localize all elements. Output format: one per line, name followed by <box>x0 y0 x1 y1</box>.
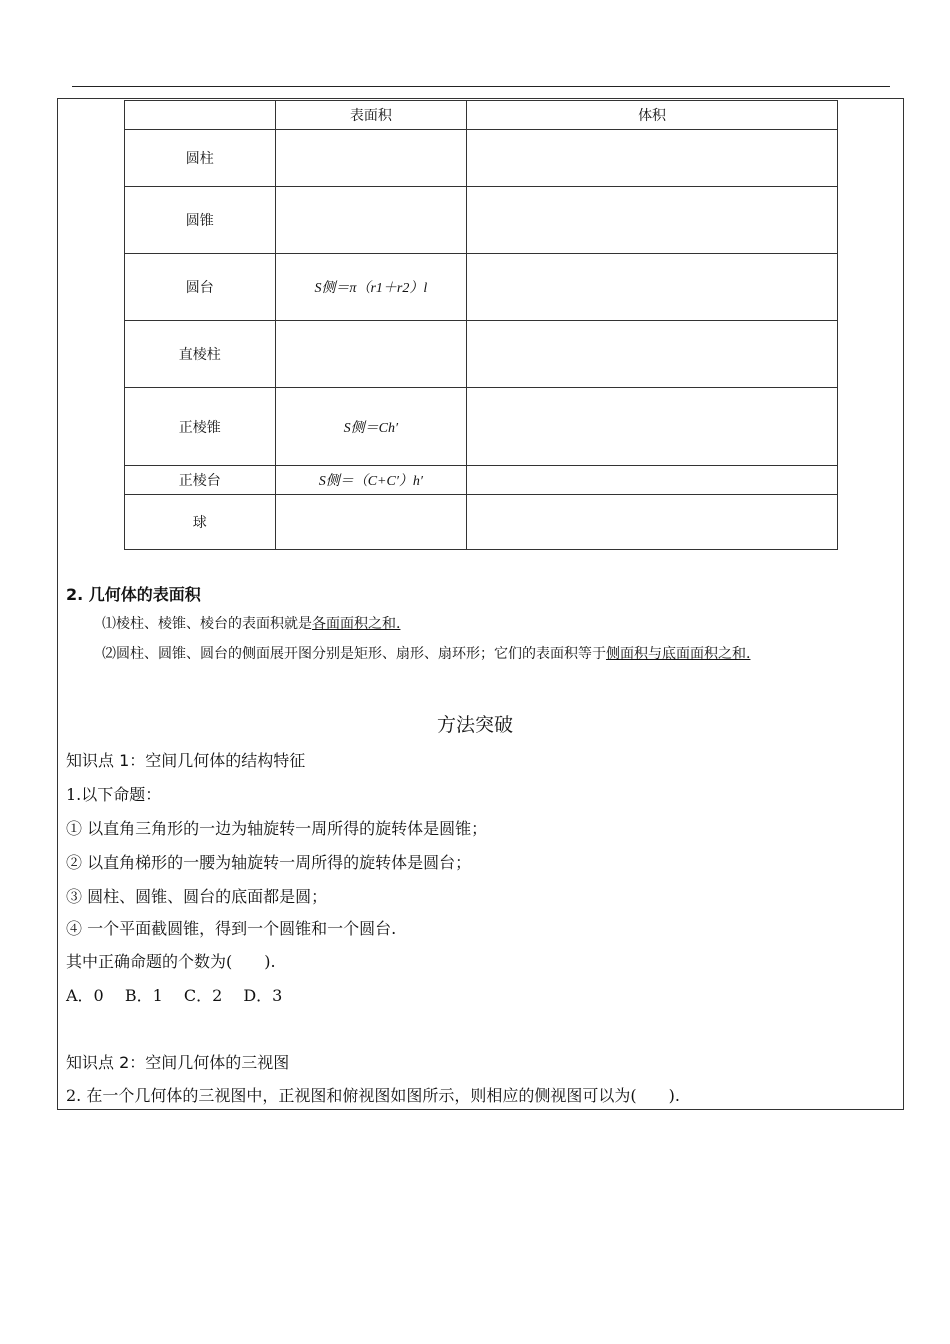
row-surface-right-prism <box>275 321 467 388</box>
row-surface-frustum: S侧＝π（r1＋r2）l <box>275 254 467 321</box>
note-item-1-text: ⑴棱柱、棱锥、棱台的表面积就是 <box>102 616 312 632</box>
row-volume-regular-frustum <box>467 466 838 495</box>
note-item-2-text: ⑵圆柱、圆锥、圆台的侧面展开图分别是矩形、扇形、扇环形；它们的表面积等于 <box>102 646 606 662</box>
formula-table <box>124 100 838 550</box>
row-volume-cone <box>467 187 838 254</box>
note-item-1-underlined: 各面面积之和. <box>312 616 401 632</box>
header-cell-empty <box>125 101 276 130</box>
row-volume-frustum <box>467 254 838 321</box>
question-1-item-3: ③ 圆柱、圆锥、圆台的底面都是圆； <box>66 887 328 906</box>
row-surface-regular-pyramid: S侧＝Ch′ <box>275 388 467 466</box>
row-surface-regular-frustum: S侧＝（C+C′）h′ <box>275 466 467 495</box>
row-volume-sphere <box>467 495 838 550</box>
row-surface-cylinder <box>275 130 467 187</box>
table-header-row <box>125 101 838 130</box>
row-name-cone: 圆锥 <box>125 187 276 254</box>
row-name-regular-pyramid: 正棱锥 <box>125 388 276 466</box>
table-row <box>125 187 838 254</box>
row-surface-sphere <box>275 495 467 550</box>
row-name-regular-frustum: 正棱台 <box>125 466 276 495</box>
question-2-text: 2. 在一个几何体的三视图中，正视图和俯视图如图所示，则相应的侧视图可以为( ). <box>66 1086 680 1105</box>
table-row <box>125 466 838 495</box>
row-name-frustum: 圆台 <box>125 254 276 321</box>
question-1-item-4: ④ 一个平面截圆锥，得到一个圆锥和一个圆台. <box>66 919 397 938</box>
knowledge-point-2-title: 知识点 2：空间几何体的三视图 <box>66 1053 290 1072</box>
header-rule <box>72 86 890 87</box>
header-cell-surface: 表面积 <box>275 101 467 130</box>
table-row <box>125 495 838 550</box>
table-row <box>125 321 838 388</box>
methods-heading: 方法突破 <box>436 714 513 736</box>
question-1-options: A．0 B．1 C．2 D．3 <box>66 986 283 1005</box>
knowledge-point-1-title: 知识点 1：空间几何体的结构特征 <box>66 751 306 770</box>
question-1-question: 其中正确命题的个数为( ). <box>66 952 276 971</box>
question-1-intro: 1.以下命题： <box>66 785 162 804</box>
row-name-sphere: 球 <box>125 495 276 550</box>
note-item-2 <box>102 643 750 663</box>
table-row <box>125 254 838 321</box>
row-surface-cone <box>275 187 467 254</box>
table-row <box>125 130 838 187</box>
question-1-item-1: ① 以直角三角形的一边为轴旋转一周所得的旋转体是圆锥； <box>66 819 488 838</box>
row-volume-right-prism <box>467 321 838 388</box>
section-title-surface-area: 2. 几何体的表面积 <box>66 585 201 604</box>
row-volume-regular-pyramid <box>467 388 838 466</box>
row-volume-cylinder <box>467 130 838 187</box>
row-name-right-prism: 直棱柱 <box>125 321 276 388</box>
row-name-cylinder: 圆柱 <box>125 130 276 187</box>
header-cell-volume: 体积 <box>467 101 838 130</box>
table-row <box>125 388 838 466</box>
question-1-item-2: ② 以直角梯形的一腰为轴旋转一周所得的旋转体是圆台； <box>66 853 472 872</box>
note-item-2-underlined: 侧面积与底面面积之和. <box>606 646 751 662</box>
note-item-1 <box>102 613 400 633</box>
